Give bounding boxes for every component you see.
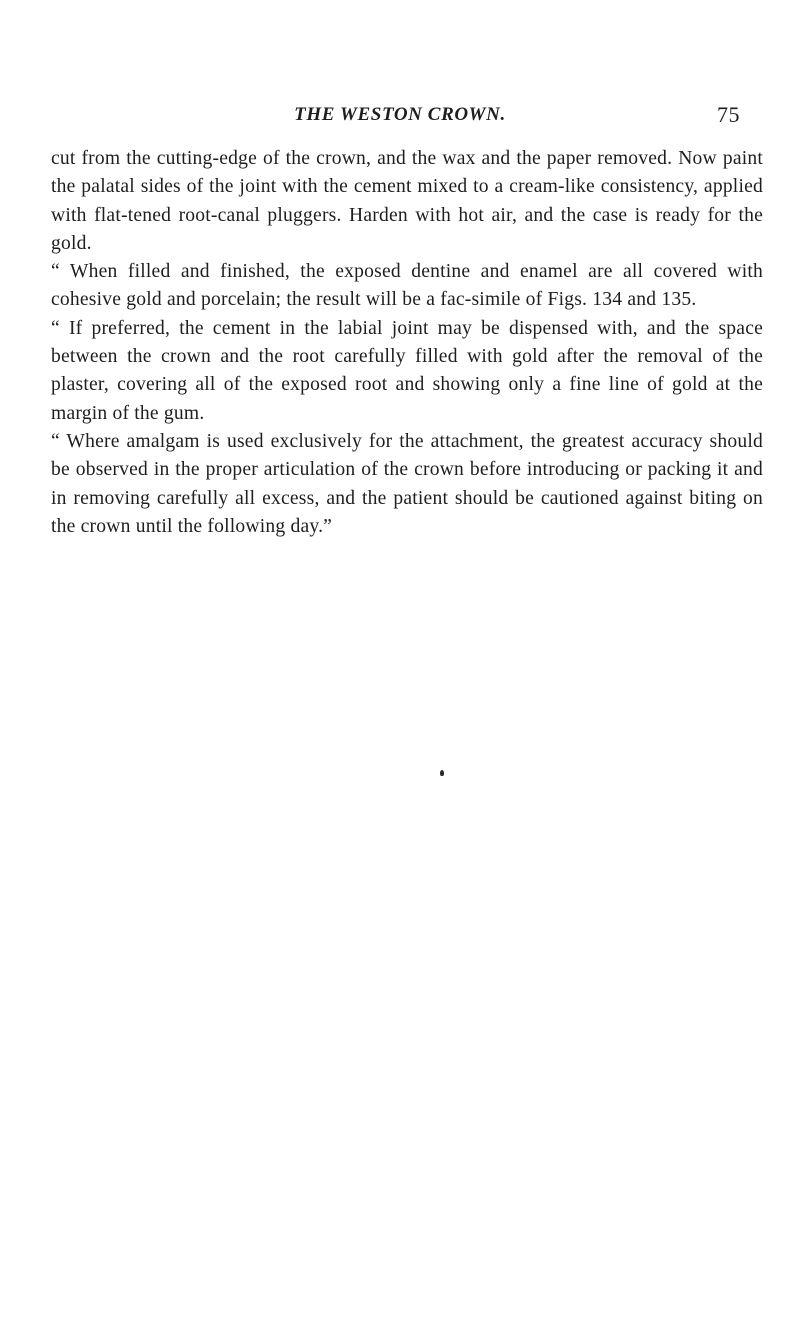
paragraph-2: “ When filled and finished, the exposed dentine and enamel are all covered with cohesive gold and porcelain; the result will be a fac-simile of Figs. 134 and 135. xyxy=(51,261,763,311)
page-number: 75 xyxy=(717,102,740,127)
paragraph-3: “ If preferred, the cement in the labial joint may be dispensed with, and the space between the crown and the root carefully filled with gold after the removal of the plaster, covering all of the exposed root and showing only a fine line of gold at the margin of the gum. xyxy=(51,317,763,424)
paragraph-1: cut from the cutting-edge of the crown, and the wax and the paper removed. Now paint the palatal sides of the joint with the cement mixed to a cream-like consistency, applied with flat-tened root-canal pluggers. Harden with hot air, and the case is ready for the gold. xyxy=(51,148,763,254)
paragraph-4: “ Where amalgam is used exclusively for the attachment, the greatest accuracy should be observed in the proper articulation of the crown before introducing or packing it and in removing carefully all excess, and the patient should be cautioned against biting on the crown until the following day.” xyxy=(51,430,763,537)
running-title: THE WESTON CROWN. xyxy=(294,104,506,125)
body-text xyxy=(51,145,763,541)
running-head xyxy=(0,104,800,134)
ink-speck xyxy=(440,770,444,776)
